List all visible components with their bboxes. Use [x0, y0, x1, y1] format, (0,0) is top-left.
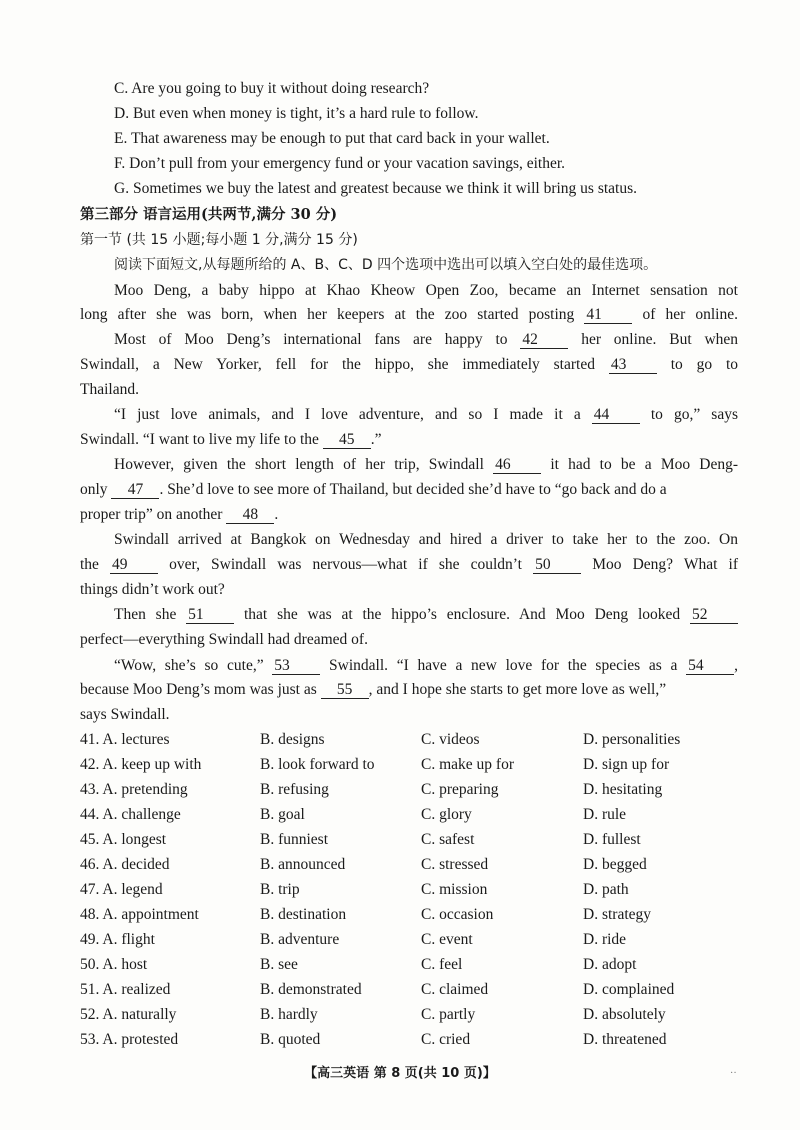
subsection-title: 第一节 (共 15 小题;每小题 1 分,满分 15 分) [80, 232, 358, 248]
choice-a[interactable]: 51. A. realized [80, 981, 171, 998]
choice-b[interactable]: B. hardly [260, 1006, 318, 1023]
section-title: 第三部分 语言运用(共两节,满分 30 分) [80, 206, 338, 223]
choice-b[interactable]: B. look forward to [260, 756, 375, 773]
blank-41[interactable]: 41 [584, 306, 632, 324]
choice-c[interactable]: C. event [421, 931, 473, 948]
choice-c[interactable]: C. occasion [421, 906, 494, 923]
question-row [80, 730, 740, 750]
blank-46[interactable]: 46 [493, 456, 541, 474]
choice-b[interactable]: B. refusing [260, 781, 329, 798]
choice-c[interactable]: C. make up for [421, 756, 514, 773]
blank-49[interactable]: 49 [110, 556, 158, 574]
choice-c[interactable]: C. videos [421, 731, 480, 748]
blank-54[interactable]: 54 [686, 657, 734, 675]
passage-line: However, given the short length of her trip, Swindall 46 it had to be a Moo Deng- [114, 456, 739, 473]
blank-55[interactable]: 55 [321, 681, 369, 699]
choice-d[interactable]: D. rule [583, 806, 627, 823]
passage-line: perfect—everything Swindall had dreamed of. [80, 631, 368, 648]
choice-a[interactable]: 42. A. keep up with [80, 756, 202, 773]
passage-line: Swindall, a New Yorker, fell for the hippo, she immediately started 43 to go to [80, 356, 739, 373]
choice-d[interactable]: D. complained [583, 981, 675, 998]
choice-c[interactable]: C. feel [421, 956, 463, 973]
instruction: 阅读下面短文,从每题所给的 A、B、C、D 四个选项中选出可以填入空白处的最佳选项。 [114, 257, 658, 273]
choice-b[interactable]: B. announced [260, 856, 346, 873]
choice-b[interactable]: B. demonstrated [260, 981, 362, 998]
option-f: F. Don’t pull from your emergency fund or your vacation savings, either. [114, 155, 566, 172]
choice-b[interactable]: B. funniest [260, 831, 329, 848]
passage-line: Then she 51 that she was at the hippo’s enclosure. And Moo Deng looked 52 [114, 605, 738, 625]
blank-50[interactable]: 50 [533, 556, 581, 574]
question-row [80, 855, 740, 875]
passage-line: “I just love animals, and I love adventure, and so I made it a 44 to go,” says [114, 406, 739, 423]
passage-line: Most of Moo Deng’s international fans are happy to 42 her online. But when [114, 331, 739, 348]
passage-line: Swindall. “I want to live my life to the 45 .” [80, 431, 382, 448]
blank-52[interactable]: 52 [690, 606, 738, 624]
passage-line: proper trip” on another 48 . [80, 506, 279, 523]
question-row [80, 980, 740, 1000]
choice-a[interactable]: 53. A. protested [80, 1031, 179, 1048]
question-row [80, 955, 740, 975]
passage-line: “Wow, she’s so cute,” 53 Swindall. “I have a new love for the species as a 54 , [114, 657, 738, 674]
passage-line: the 49 over, Swindall was nervous—what if she couldn’t 50 Moo Deng? What if [80, 556, 739, 573]
blank-53[interactable]: 53 [272, 657, 320, 675]
choice-d[interactable]: D. absolutely [583, 1006, 666, 1023]
choice-b[interactable]: B. see [260, 956, 298, 973]
choice-a[interactable]: 47. A. legend [80, 881, 163, 898]
choice-b[interactable]: B. designs [260, 731, 325, 748]
choice-c[interactable]: C. stressed [421, 856, 489, 873]
choice-a[interactable]: 50. A. host [80, 956, 148, 973]
choice-a[interactable]: 48. A. appointment [80, 906, 199, 923]
choice-d[interactable]: D. strategy [583, 906, 652, 923]
question-row [80, 755, 740, 775]
question-row [80, 905, 740, 925]
choice-d[interactable]: D. personalities [583, 731, 681, 748]
blank-51[interactable]: 51 [186, 606, 234, 624]
choice-a[interactable]: 49. A. flight [80, 931, 155, 948]
option-d: D. But even when money is tight, it’s a hard rule to follow. [114, 105, 479, 122]
choice-b[interactable]: B. goal [260, 806, 305, 823]
choice-b[interactable]: B. adventure [260, 931, 340, 948]
option-e: E. That awareness may be enough to put that card back in your wallet. [114, 130, 550, 147]
choice-b[interactable]: B. destination [260, 906, 347, 923]
blank-42[interactable]: 42 [520, 331, 568, 349]
choice-c[interactable]: C. safest [421, 831, 475, 848]
question-row [80, 880, 740, 900]
choice-c[interactable]: C. mission [421, 881, 488, 898]
corner-mark: ·· [730, 1068, 737, 1079]
choice-d[interactable]: D. fullest [583, 831, 641, 848]
passage-line: Moo Deng, a baby hippo at Khao Kheow Open Zoo, became an Internet sensation not [114, 282, 738, 299]
choice-c[interactable]: C. glory [421, 806, 472, 823]
option-c: C. Are you going to buy it without doing research? [114, 80, 430, 97]
choice-d[interactable]: D. ride [583, 931, 627, 948]
choice-d[interactable]: D. threatened [583, 1031, 667, 1048]
choice-a[interactable]: 44. A. challenge [80, 806, 181, 823]
choice-d[interactable]: D. path [583, 881, 629, 898]
choice-a[interactable]: 46. A. decided [80, 856, 170, 873]
passage-line: says Swindall. [80, 706, 170, 723]
choice-c[interactable]: C. claimed [421, 981, 489, 998]
blank-43[interactable]: 43 [609, 356, 657, 374]
question-row [80, 805, 740, 825]
blank-47[interactable]: 47 [111, 481, 159, 499]
choice-b[interactable]: B. trip [260, 881, 300, 898]
passage-line: Thailand. [80, 381, 139, 398]
question-row [80, 1005, 740, 1025]
blank-45[interactable]: 45 [323, 431, 371, 449]
choice-a[interactable]: 41. A. lectures [80, 731, 170, 748]
choice-d[interactable]: D. adopt [583, 956, 637, 973]
question-row [80, 830, 740, 850]
passage-line: things didn’t work out? [80, 581, 225, 598]
blank-48[interactable]: 48 [226, 506, 274, 524]
question-row [80, 930, 740, 950]
choice-c[interactable]: C. preparing [421, 781, 499, 798]
blank-44[interactable]: 44 [592, 406, 640, 424]
choice-b[interactable]: B. quoted [260, 1031, 321, 1048]
passage-line: because Moo Deng’s mom was just as 55 , and I hope she starts to get more love as well,” [80, 681, 667, 698]
choice-a[interactable]: 43. A. pretending [80, 781, 188, 798]
passage-line: long after she was born, when her keepers at the zoo started posting 41 of her online. [80, 306, 738, 323]
choice-c[interactable]: C. partly [421, 1006, 476, 1023]
choice-d[interactable]: D. begged [583, 856, 647, 873]
passage-line: Swindall arrived at Bangkok on Wednesday and hired a driver to take her to the zoo. On [114, 531, 738, 548]
choice-d[interactable]: D. sign up for [583, 756, 670, 773]
page-footer: 【高三英语 第 8 页(共 10 页)】 [304, 1066, 496, 1081]
choice-a[interactable]: 52. A. naturally [80, 1006, 177, 1023]
choice-c[interactable]: C. cried [421, 1031, 471, 1048]
choice-a[interactable]: 45. A. longest [80, 831, 167, 848]
question-row [80, 780, 740, 800]
passage-line: only 47 . She’d love to see more of Thailand, but decided she’d have to “go back and do a [80, 481, 667, 498]
option-g: G. Sometimes we buy the latest and greatest because we think it will bring us status. [114, 180, 638, 197]
question-row [80, 1030, 740, 1050]
choice-d[interactable]: D. hesitating [583, 781, 663, 798]
